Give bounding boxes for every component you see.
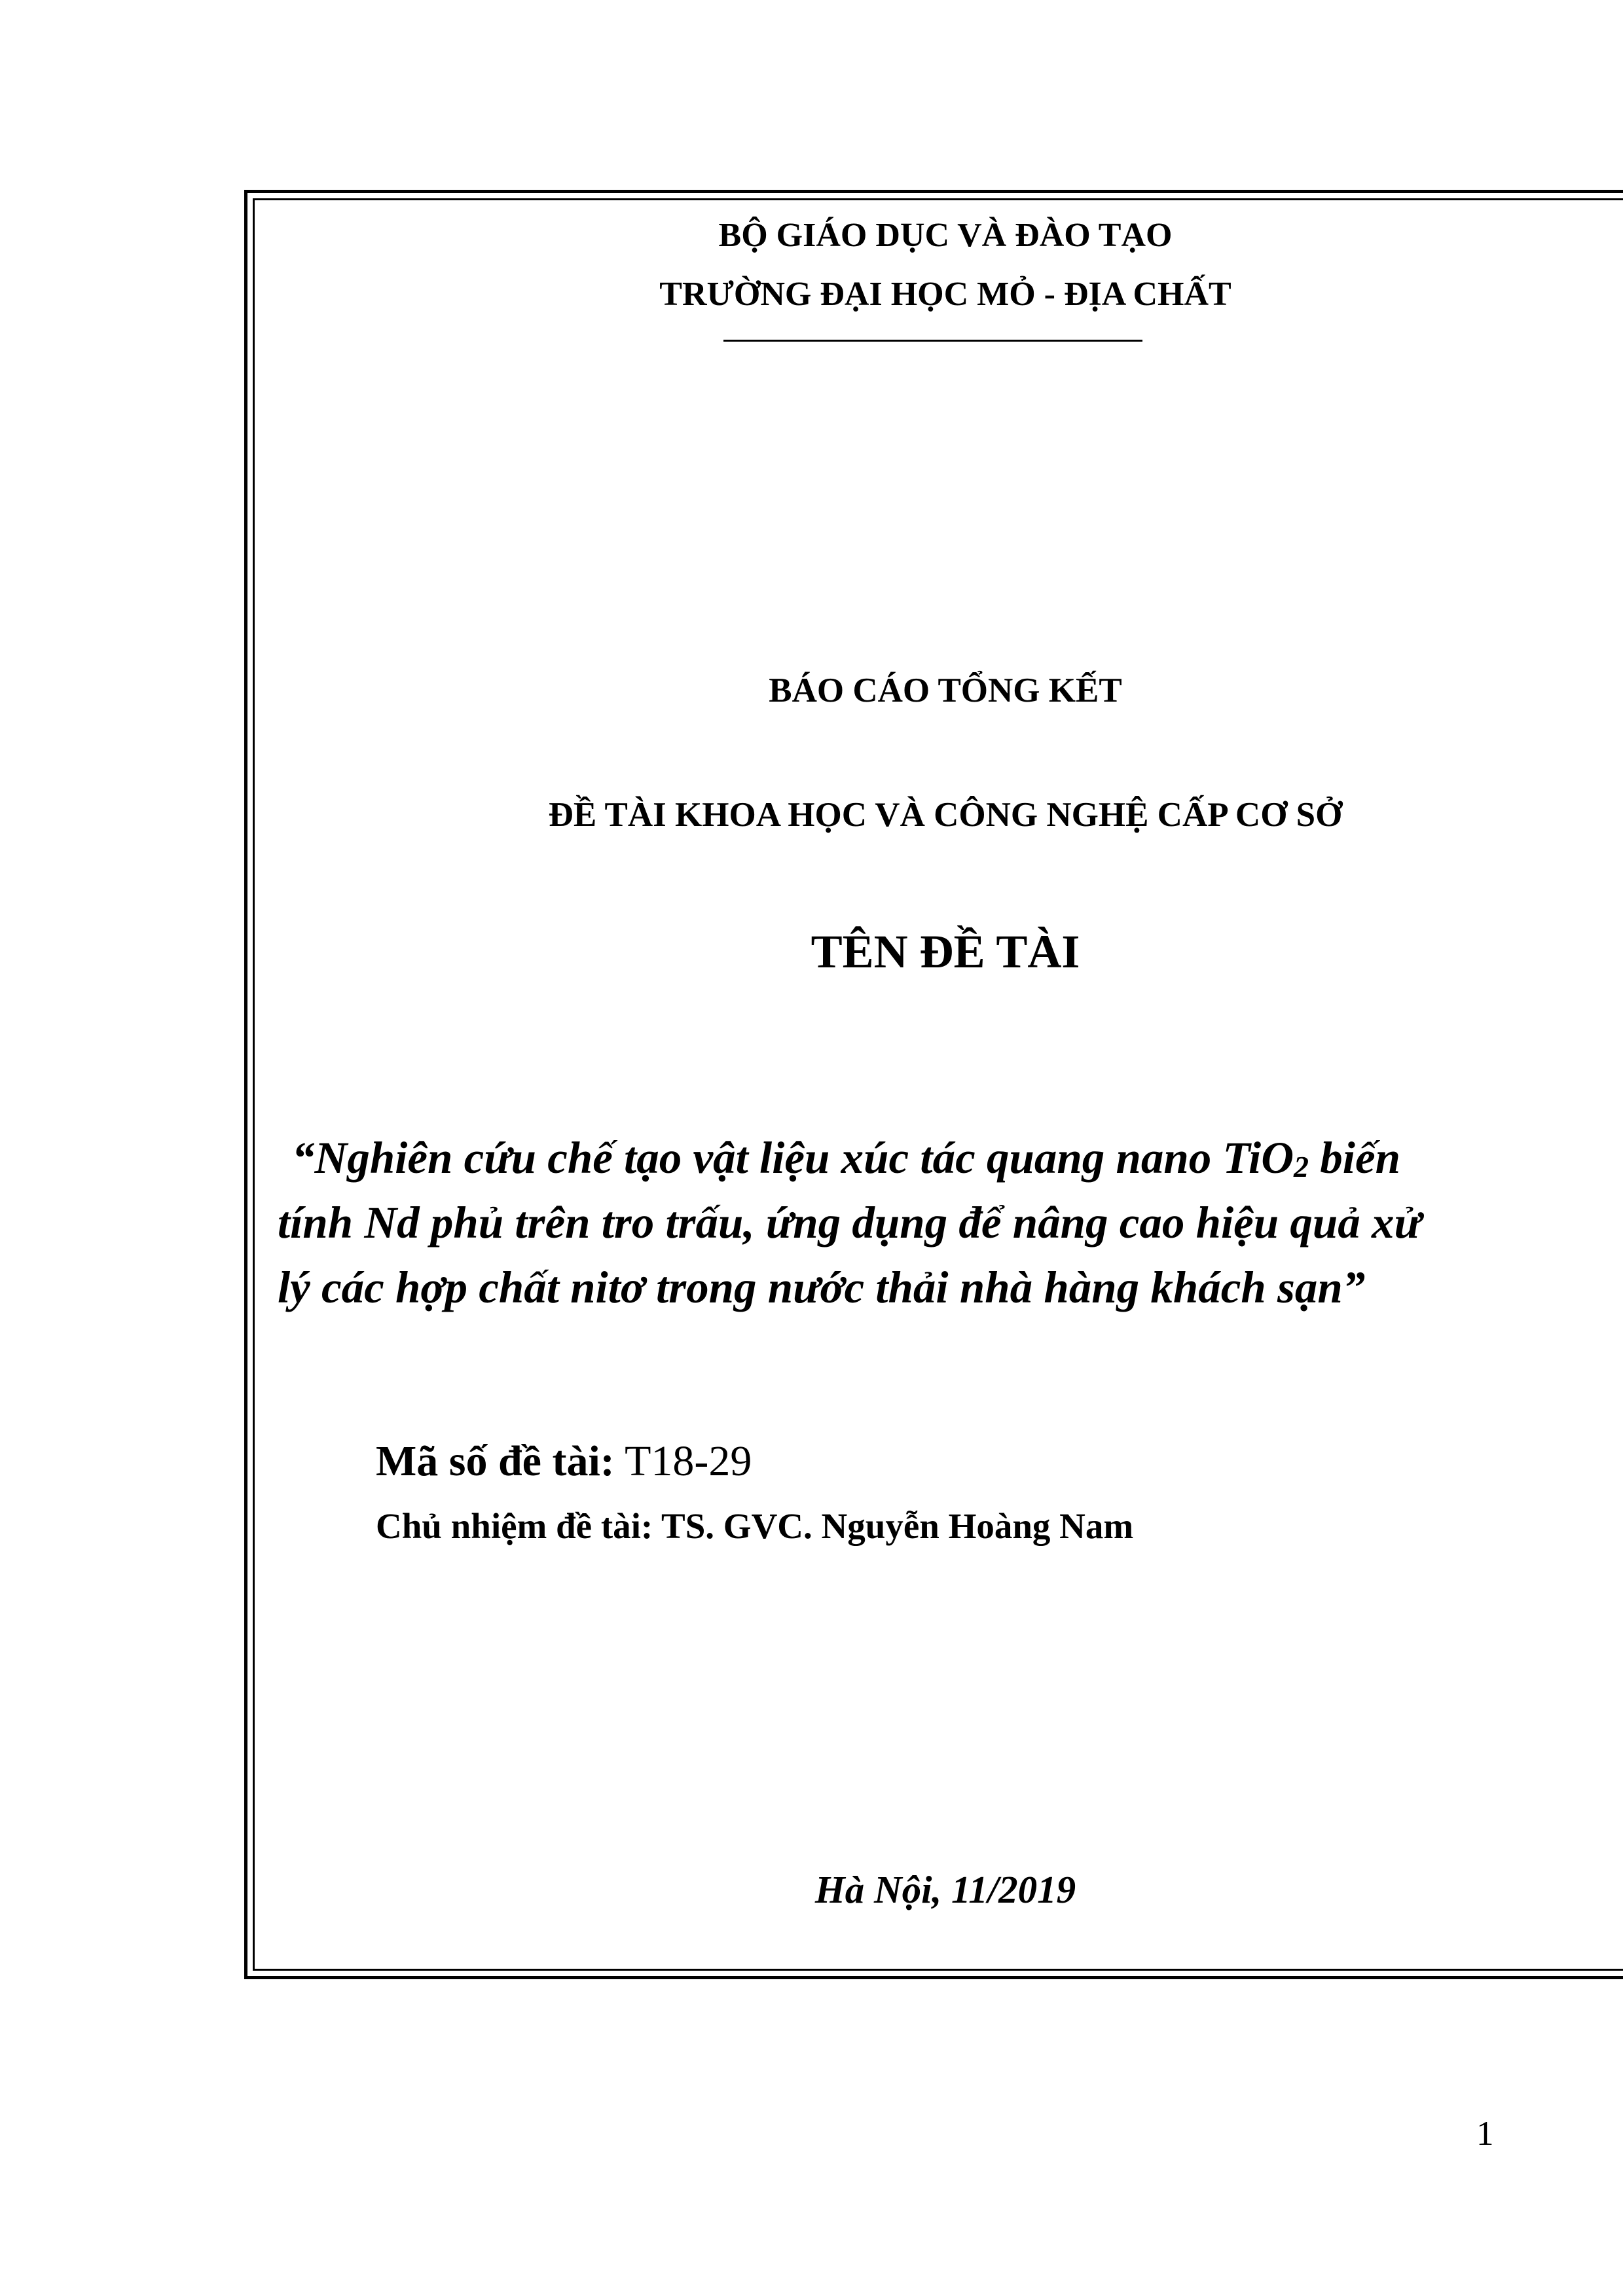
header-divider <box>723 340 1142 342</box>
project-code-value: T18-29 <box>625 1437 752 1485</box>
project-title-line-1: “Nghiên cứu chế tạo vật liệu xúc tác quang nano TiO$_2$ biến <box>292 1133 1400 1183</box>
project-level: ĐỀ TÀI KHOA HỌC VÀ CÔNG NGHỆ CẤP CƠ SỞ <box>548 796 1343 834</box>
topic-label: TÊN ĐỀ TÀI <box>811 925 1080 978</box>
report-type: BÁO CÁO TỔNG KẾT <box>769 672 1122 709</box>
project-code-label: Mã số đề tài: <box>376 1437 615 1485</box>
place-and-date: Hà Nội, 11/2019 <box>814 1868 1076 1911</box>
page-number: 1 <box>1476 2115 1494 2153</box>
project-leader-label: Chủ nhiệm đề tài: <box>376 1506 653 1546</box>
cover-frame-inner <box>253 198 1623 1971</box>
project-leader <box>376 1505 1133 1547</box>
ministry-name: BỘ GIÁO DỤC VÀ ĐÀO TẠO <box>718 217 1173 254</box>
project-title-line-2: tính Nd phủ trên tro trấu, ứng dụng để nâng cao hiệu quả xử <box>278 1198 1421 1247</box>
project-code <box>376 1437 752 1486</box>
project-leader-value: TS. GVC. Nguyễn Hoàng Nam <box>661 1506 1134 1546</box>
project-title <box>278 1126 1580 1320</box>
university-name: TRƯỜNG ĐẠI HỌC MỎ - ĐỊA CHẤT <box>659 276 1231 313</box>
project-title-line-3: lý các hợp chất nitơ trong nước thải nhà hàng khách sạn” <box>278 1263 1366 1312</box>
